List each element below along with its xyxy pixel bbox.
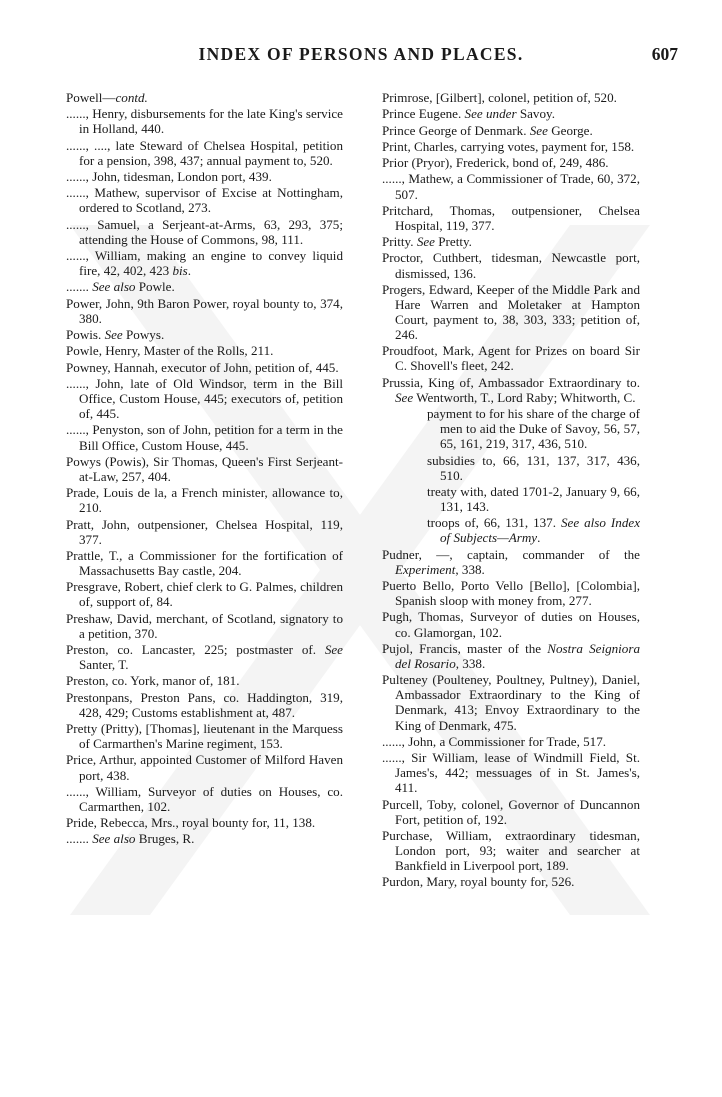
index-entry: Proctor, Cuthbert, tidesman, Newcastle port, dismissed, 136. xyxy=(382,250,640,281)
index-entry: Prade, Louis de la, a French minister, allowance to, 210. xyxy=(66,485,343,516)
index-subentry: troops of, 66, 131, 137. See also Index of Subjects—Army. xyxy=(427,515,641,546)
index-entry: Primrose, [Gilbert], colonel, petition of, 520. xyxy=(382,90,617,105)
index-entry: Powell—contd. xyxy=(66,90,148,105)
index-entry: Pritchard, Thomas, outpensioner, Chelsea Hospital, 119, 377. xyxy=(382,202,640,233)
index-entry: Prince George of Denmark. See George. xyxy=(382,122,593,138)
index-entry: ......, Henry, disbursements for the late King's service in Holland, 440. xyxy=(66,106,343,137)
index-entry: ......, John, a Commissioner for Trade, 517. xyxy=(382,733,607,749)
page-header xyxy=(0,44,722,66)
index-entry: Pujol, Francis, master of the Nostra Seigniora del Rosario, 338. xyxy=(382,640,640,671)
index-entry: Pulteney (Poulteney, Poultney, Pultney), Daniel, Ambassador Extraordinary to the King of Denmark, 413; Envoy Extraordinary to the King of Denmark, 475. xyxy=(382,672,640,733)
index-entry: ......, John, tidesman, London port, 439. xyxy=(66,169,272,185)
index-entry: Preston, co. York, manor of, 181. xyxy=(66,673,240,689)
index-entry: Price, Arthur, appointed Customer of Milford Haven port, 438. xyxy=(66,752,343,783)
index-column-left xyxy=(66,90,343,848)
index-entry: Powys (Powis), Sir Thomas, Queen's First Serjeant-at-Law, 257, 404. xyxy=(66,453,343,484)
index-subentry: subsidies to, 66, 131, 137, 317, 436, 510. xyxy=(427,452,640,483)
index-entry: Prince Eugene. See under Savoy. xyxy=(382,106,555,122)
page-number: 607 xyxy=(651,44,678,64)
index-entry: ....... See also Bruges, R. xyxy=(66,831,195,847)
index-entry: ......, John, late of Old Windsor, term in the Bill Office, Custom House, 445; executors of, petition of, 445. xyxy=(66,375,343,422)
index-entry: Prior (Pryor), Frederick, bond of, 249, 486. xyxy=(382,155,609,171)
index-entry: Power, John, 9th Baron Power, royal bounty to, 374, 380. xyxy=(66,295,343,326)
index-entry: ......, William, making an engine to convey liquid fire, 42, 402, 423 bis. xyxy=(66,248,343,279)
index-entry: ......, Mathew, a Commissioner of Trade, 60, 372, 507. xyxy=(382,171,640,202)
index-entry: Powis. See Powys. xyxy=(66,327,165,343)
index-entry: Preshaw, David, merchant, of Scotland, signatory to a petition, 370. xyxy=(66,610,343,641)
index-entry: Purchase, William, extraordinary tidesman, London port, 93; waiter and searcher at Bankfield in Liverpool port, 189. xyxy=(382,827,640,874)
index-entry: ......, William, Surveyor of duties on Houses, co. Carmarthen, 102. xyxy=(66,783,343,814)
index-entry: Proudfoot, Mark, Agent for Prizes on board Sir C. Shovell's fleet, 242. xyxy=(382,343,640,374)
index-entry: ......, Samuel, a Serjeant-at-Arms, 63, 293, 375; attending the House of Commons, 98, 111. xyxy=(66,216,343,247)
index-entry: ....... See also Powle. xyxy=(66,279,175,295)
index-entry: Progers, Edward, Keeper of the Middle Park and Hare Warren and Moletaker at Hampton Court, payment to, 38, 303, 333; petition of, 246. xyxy=(382,281,640,343)
index-entry: Prussia, King of, Ambassador Extraordinary to. See Wentworth, T., Lord Raby; Whitworth, C. xyxy=(382,374,640,405)
index-column-right xyxy=(382,90,640,891)
index-entry: Pritty. See Pretty. xyxy=(382,234,472,250)
index-subentry: treaty with, dated 1701-2, January 9, 66, 131, 143. xyxy=(427,483,640,515)
index-entry: Powle, Henry, Master of the Rolls, 211. xyxy=(66,343,274,359)
index-entry: Pudner, —, captain, commander of the Experiment, 338. xyxy=(382,546,640,577)
index-entry: Purcell, Toby, colonel, Governor of Duncannon Fort, petition of, 192. xyxy=(382,796,640,827)
index-entry: Preston, co. Lancaster, 225; postmaster of. See Santer, T. xyxy=(66,642,343,673)
index-entry: Pugh, Thomas, Surveyor of duties on Houses, co. Glamorgan, 102. xyxy=(382,609,640,640)
index-entry: Pretty (Pritty), [Thomas], lieutenant in the Marquess of Carmarthen's Marine regiment, 153. xyxy=(66,721,343,752)
running-title: INDEX OF PERSONS AND PLACES. xyxy=(198,44,524,64)
index-entry: ......, Sir William, lease of Windmill Field, St. James's, 442; messuages of in St. James's, 411. xyxy=(382,750,640,796)
index-entry: Purdon, Mary, royal bounty for, 526. xyxy=(382,874,575,890)
index-entry: Pratt, John, outpensioner, Chelsea Hospital, 119, 377. xyxy=(66,516,343,547)
index-entry: Puerto Bello, Porto Vello [Bello], [Colombia], Spanish sloop with money from, 277. xyxy=(382,578,640,609)
index-entry: ......, ...., late Steward of Chelsea Hospital, petition for a pension, 398, 437; annual payment to, 520. xyxy=(66,137,343,168)
index-entry: Print, Charles, carrying votes, payment for, 158. xyxy=(382,138,635,154)
index-entry: Pride, Rebecca, Mrs., royal bounty for, 11, 138. xyxy=(66,815,316,831)
index-entry: ......, Penyston, son of John, petition for a term in the Bill Office, Custom House, 445. xyxy=(66,422,343,453)
index-entry: Prattle, T., a Commissioner for the fortification of Massachusetts Bay castle, 204. xyxy=(66,547,343,578)
index-subentry: payment to for his share of the charge of men to aid the Duke of Savoy, 56, 57, 65, 161, 219, 317, 436, 510. xyxy=(427,406,640,452)
index-entry: ......, Mathew, supervisor of Excise at Nottingham, ordered to Scotland, 273. xyxy=(66,185,343,216)
index-entry: Powney, Hannah, executor of John, petition of, 445. xyxy=(66,359,339,375)
index-entry: Prestonpans, Preston Pans, co. Haddington, 319, 428, 429; Customs establishment at, 487. xyxy=(66,689,343,720)
index-entry: Presgrave, Robert, chief clerk to G. Palmes, children of, support of, 84. xyxy=(66,579,343,610)
